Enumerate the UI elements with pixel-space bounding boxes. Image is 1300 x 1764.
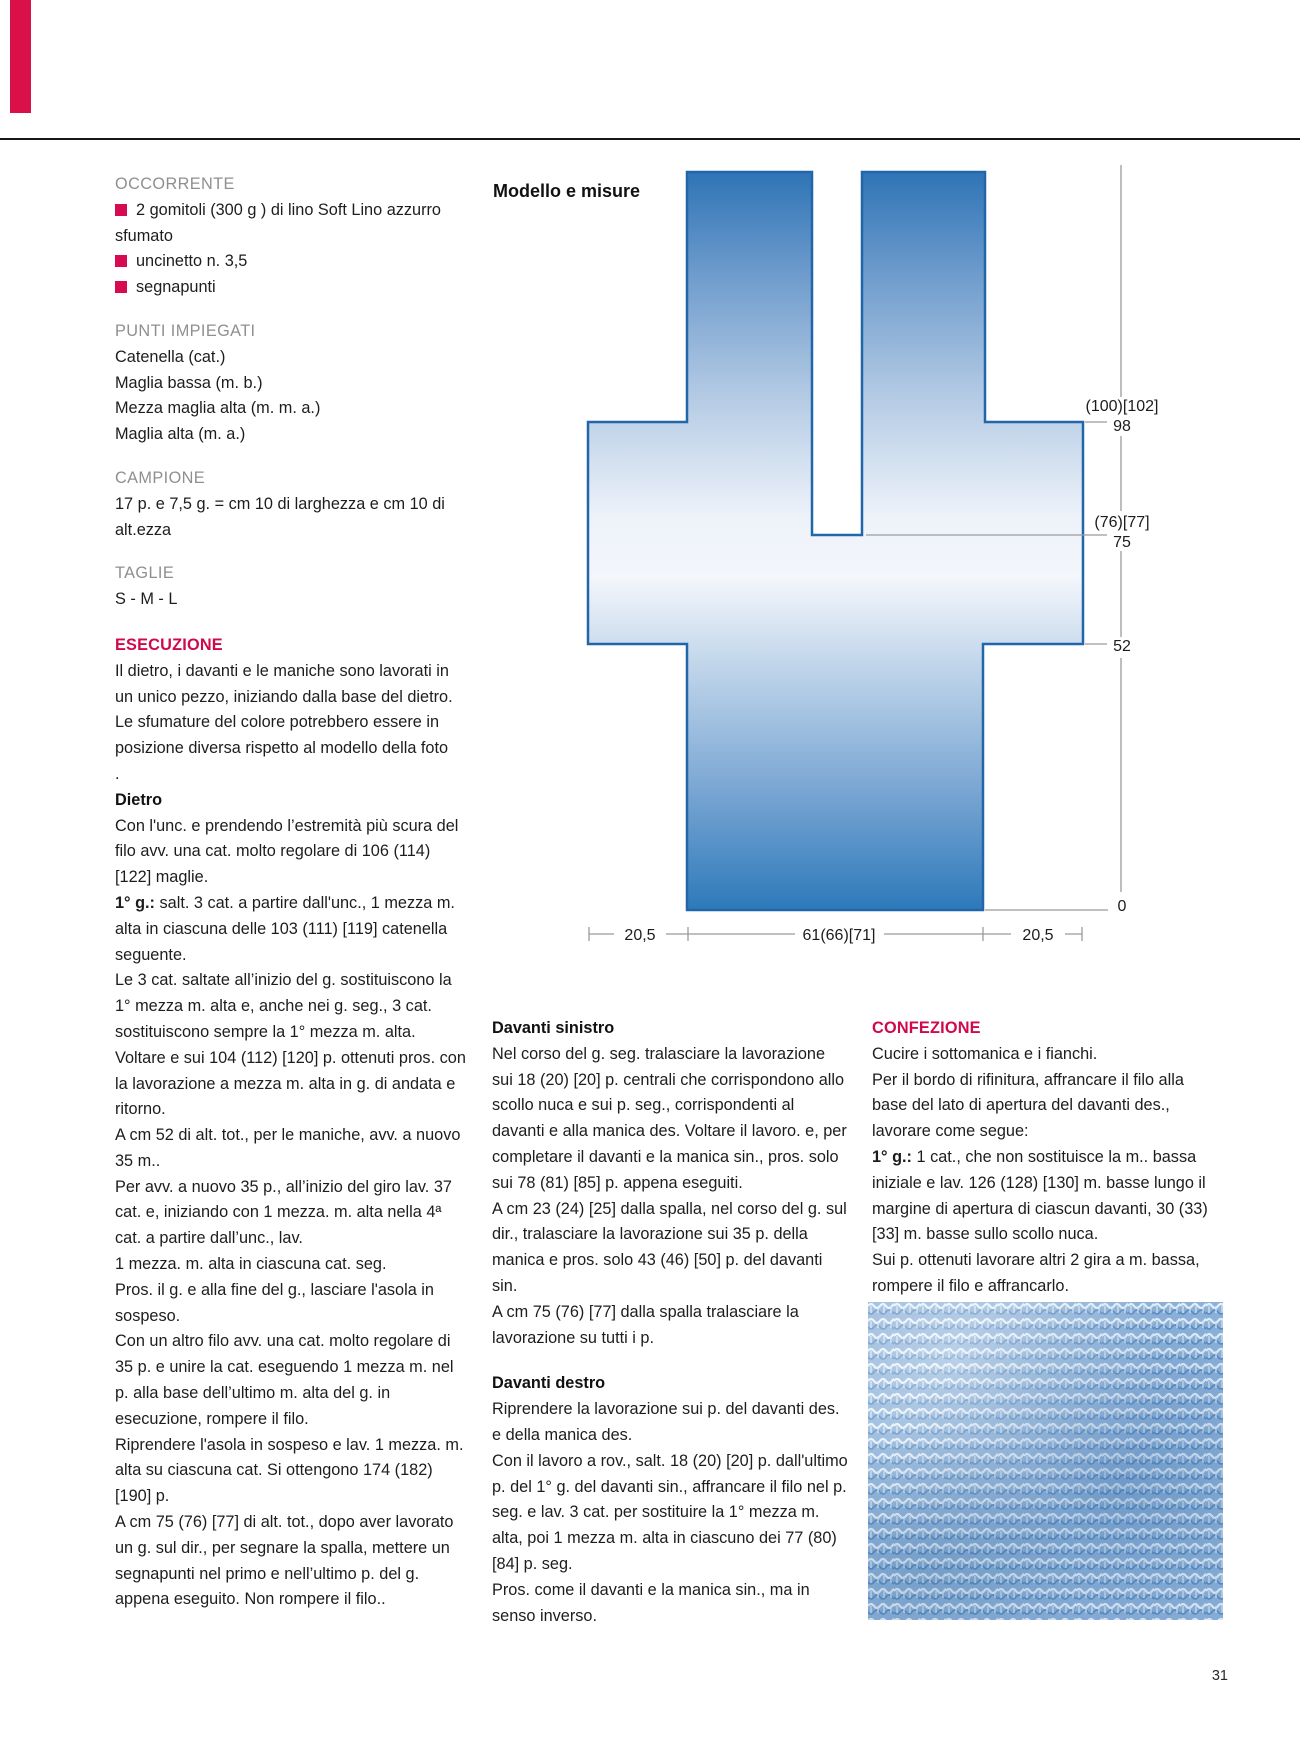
stitch-line: Catenella (cat.)	[115, 347, 226, 366]
stitch-line: Mezza maglia alta (m. m. a.)	[115, 399, 321, 418]
occorrente-heading: OCCORRENTE	[115, 175, 235, 193]
stitch-line: Maglia alta (m. a.)	[115, 425, 246, 444]
taglie-heading: TAGLIE	[115, 564, 175, 583]
paragraph: Sui p. ottenuti lavorare altri 2 gira a m. bassa, rompere il filo e affrancarlo.	[872, 1251, 1200, 1295]
bottom-dimension-labels	[624, 927, 1053, 944]
paragraph: Con il lavoro a rov., salt. 18 (20) [20] p. dall'ultimo p. del 1° g. del davanti sin., affrancare il filo nel p. seg. e lav. 3 cat. per sostituire la 1° mezza m. alta, poi 1 mezza m. alta in ciascuno dei 77 (80) [84] p. seg.	[492, 1451, 848, 1573]
label-sleeve-left-width: 20,5	[624, 927, 656, 944]
garment-schematic	[540, 150, 1240, 960]
crochet-texture	[868, 1302, 1223, 1620]
label-75: 75	[1113, 534, 1131, 551]
sizes-text: S - M - L	[115, 590, 178, 609]
davanti-sinistro-heading: Davanti sinistro	[492, 1019, 615, 1037]
bullet-square-icon	[115, 204, 127, 216]
material-item: 2 gomitoli (300 g ) di lino Soft Lino azzurro sfumato	[115, 200, 441, 245]
page-corner-red-bar	[10, 0, 31, 113]
paragraph: Le 3 cat. saltate all’inizio del g. sostituiscono la 1° mezza m. alta e, anche nei g. seg., 3 cat. sostituiscono sempre la 1° mezza m. alta.	[115, 971, 452, 1041]
fronts-column	[492, 1016, 848, 1629]
label-98-sizes: (100)[102]	[1085, 398, 1159, 415]
paragraph: Il dietro, i davanti e le maniche sono lavorati in un unico pezzo, iniziando dalla base del dietro.	[115, 661, 453, 706]
paragraph: A cm 23 (24) [25] dalla spalla, nel corso del g. sul dir., tralasciare la lavorazione sui 35 p. della manica e pros. solo 43 (46) [50] p. del davanti sin.	[492, 1199, 847, 1295]
davanti-sinistro-section	[492, 1016, 848, 1351]
label-sleeve-right-width: 20,5	[1022, 927, 1054, 944]
finishing-column	[872, 1016, 1210, 1300]
punti-heading: PUNTI IMPIEGATI	[115, 321, 256, 340]
davanti-destro-section	[492, 1371, 848, 1629]
materials-column	[115, 172, 467, 1613]
paragraph: Per avv. a nuovo 35 p., all’inizio del giro lav. 37 cat. e, iniziando con 1 mezza. m. alta nella 4ª cat. a partire dall’unc., lav.	[115, 1177, 452, 1248]
esecuzione-section	[115, 633, 467, 1613]
paragraph: .	[115, 764, 120, 783]
occorrente-section	[115, 172, 467, 301]
paragraph: A cm 52 di alt. tot., per le maniche, avv. a nuovo 35 m..	[115, 1126, 461, 1170]
gauge-text: 17 p. e 7,5 g. = cm 10 di larghezza e cm 10 di alt.ezza	[115, 494, 445, 539]
paragraph: Con l'unc. e prendendo l’estremità più scura del filo avv. una cat. molto regolare di 106 (114) [122] maglie.	[115, 816, 459, 887]
davanti-destro-heading: Davanti destro	[492, 1374, 606, 1393]
dietro-heading: Dietro	[115, 790, 163, 809]
row-lead: 1° g.:	[872, 1147, 912, 1166]
esecuzione-heading: ESECUZIONE	[115, 635, 223, 654]
label-body-width: 61(66)[71]	[802, 927, 876, 944]
row-lead: 1° g.:	[115, 893, 155, 912]
paragraph: Per il bordo di rifinitura, affrancare il filo alla base del lato di apertura del davanti des., lavorare come segue:	[872, 1070, 1184, 1141]
paragraph: A cm 75 (76) [77] dalla spalla tralasciare la lavorazione su tutti i p.	[492, 1302, 799, 1347]
paragraph: Riprendere l'asola in sospeso e lav. 1 mezza. m. alta su ciascuna cat. Si ottengono 174 (182) [190] p.	[115, 1435, 464, 1506]
paragraph: Nel corso del g. seg. tralasciare la lavorazione sui 18 (20) [20] p. centrali che corrispondono allo scollo nuca e sui p. seg., corrispondenti al davanti e alla manica des. Voltare il lavoro. e, per completare il davanti e la manica sin., pros. solo sui 78 (81) [85] p. appena eseguiti.	[492, 1044, 847, 1192]
crochet-fabric-photo	[868, 1302, 1223, 1620]
garment-shape	[588, 172, 1083, 910]
paragraph: A cm 75 (76) [77] di alt. tot., dopo aver lavorato un g. sul dir., per segnare la spalla, mettere un segnapunti nel primo e nell’ultimo p. del g. appena eseguito. Non rompere il filo..	[115, 1513, 454, 1609]
paragraph: 1° g.: 1 cat., che non sostituisce la m.. bassa iniziale e lav. 126 (128) [130] m. basse lungo il margine di apertura di ciascun davanti, 30 (33) [33] m. basse sullo scollo nuca.	[872, 1147, 1208, 1244]
page-number: 31	[1211, 1668, 1228, 1684]
material-item: uncinetto n. 3,5	[115, 249, 467, 275]
label-52: 52	[1113, 638, 1131, 655]
paragraph: Pros. il g. e alla fine del g., lasciare l'asola in sospeso.	[115, 1280, 434, 1325]
diagram-title: Modello e misure	[493, 181, 641, 201]
label-98: 98	[1113, 418, 1131, 435]
campione-section	[115, 466, 467, 543]
paragraph: Riprendere la lavorazione sui p. del davanti des. e della manica des.	[492, 1400, 840, 1444]
paragraph: Cucire i sottomanica e i fianchi.	[872, 1044, 1098, 1063]
campione-heading: CAMPIONE	[115, 468, 206, 487]
paragraph: 1° g.: salt. 3 cat. a partire dall'unc., 1 mezza m. alta in ciascuna delle 103 (111) [119] catenella seguente.	[115, 893, 455, 964]
material-item: segnapunti	[115, 275, 467, 301]
confezione-section	[872, 1016, 1210, 1300]
paragraph: Le sfumature del colore potrebbero essere in posizione diversa rispetto al modello della foto	[115, 713, 449, 758]
taglie-section	[115, 561, 467, 613]
paragraph: Voltare e sui 104 (112) [120] p. ottenuti pros. con la lavorazione a mezza m. alta in g. di andata e ritorno.	[115, 1048, 466, 1119]
stitch-line: Maglia bassa (m. b.)	[115, 373, 263, 392]
paragraph: 1 mezza. m. alta in ciascuna cat. seg.	[115, 1255, 387, 1274]
bullet-square-icon	[115, 281, 127, 293]
paragraph: Pros. come il davanti e la manica sin., ma in senso inverso.	[492, 1580, 810, 1625]
header-rule	[0, 138, 1300, 140]
measure-labels-right	[1086, 398, 1159, 915]
paragraph: Con un altro filo avv. una cat. molto regolare di 35 p. e unire la cat. eseguendo 1 mezza m. nel p. alla base dell’ultimo m. alta del g. in esecuzione, rompere il filo.	[115, 1332, 454, 1428]
confezione-heading: CONFEZIONE	[872, 1019, 981, 1037]
label-0: 0	[1117, 898, 1127, 915]
label-75-sizes: (76)[77]	[1094, 514, 1150, 531]
bullet-square-icon	[115, 255, 127, 267]
punti-impiegati-section	[115, 319, 467, 448]
